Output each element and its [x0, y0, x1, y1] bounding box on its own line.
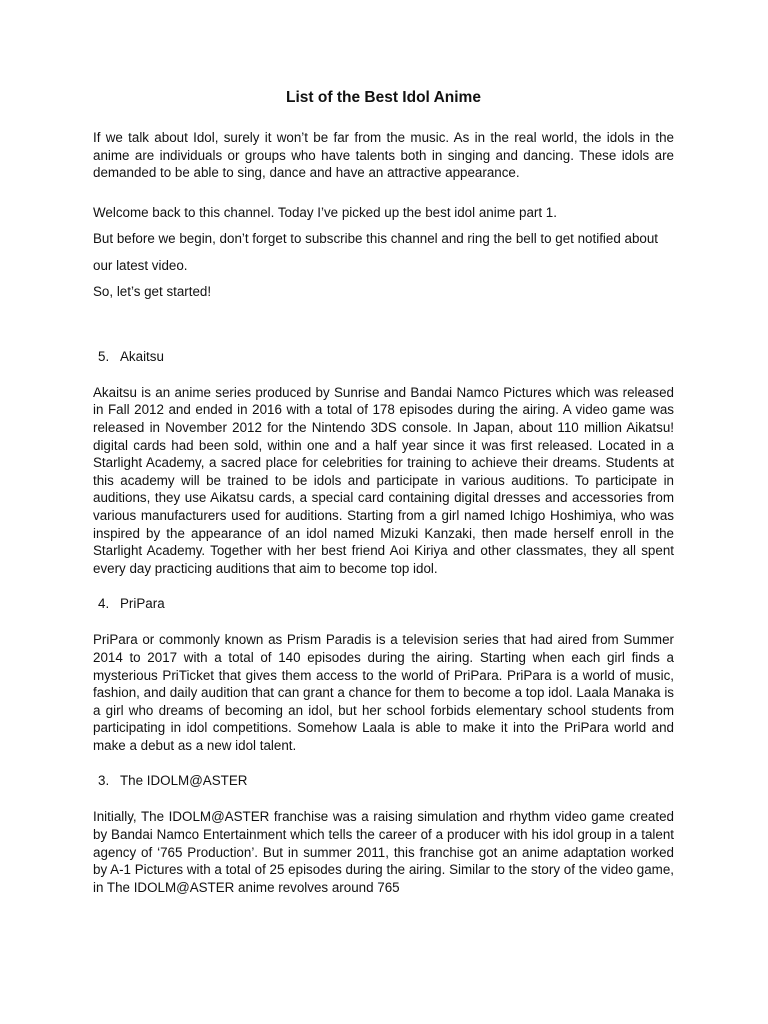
- section-heading-label: PriPara: [120, 596, 165, 612]
- section-heading-pripara: [93, 595, 674, 613]
- section-body-idolmaster: Initially, The IDOLM@ASTER franchise was a raising simulation and rhythm video game created by Bandai Namco Entertainment which tells the career of a producer with his idol group in a talent agency of ‘765 Production’. But in summer 2011, this franchise got an anime adaptation worked by A-1 Pictures with a total of 25 episodes during the airing. Similar to the story of the video game, in The IDOLM@ASTER anime revolves around 765: [93, 809, 674, 895]
- section-heading-label: The IDOLM@ASTER: [120, 773, 248, 789]
- welcome-paragraph: Welcome back to this channel. Today I’ve picked up the best idol anime part 1.: [93, 204, 557, 220]
- subscribe-paragraph: But before we begin, don’t forget to subscribe this channel and ring the bell to get notified about our latest video.: [93, 231, 659, 273]
- section-body-akaitsu: Akaitsu is an anime series produced by Sunrise and Bandai Namco Pictures which was released in Fall 2012 and ended in 2016 with a total of 178 episodes during the airing. A video game was released in November 2012 for the Nintendo 3DS console. In Japan, about 110 million Aikatsu! digital cards had been sold, within one and a half year since it was first released. Located in a Starlight Academy, a sacred place for celebrities for training to achieve their dreams. Students at this academy will be trained to be idols and participate in various auditions. To participate in auditions, they use Aikatsu cards, a special card containing digital dresses and accessories from various manufacturers used for auditions. Starting from a girl named Ichigo Hoshimiya, who was inspired by the appearance of an idol named Mizuki Kanzaki, then made herself enroll in the Starlight Academy. Together with her best friend Aoi Kiriya and other classmates, they all spent every day practicing auditions that aim to become top idol.: [93, 384, 674, 576]
- section-number: 5.: [98, 348, 110, 364]
- intro-paragraph: If we talk about Idol, surely it won’t be far from the music. As in the real world, the idols in the anime are individuals or groups who have talents both in singing and dancing. These idols are demanded to be able to sing, dance and have an attractive appearance.: [93, 130, 674, 181]
- section-heading-idolmaster: [93, 772, 674, 790]
- section-heading-label: Akaitsu: [120, 348, 164, 364]
- started-paragraph: So, let’s get started!: [93, 284, 212, 300]
- section-body-pripara: PriPara or commonly known as Prism Paradis is a television series that had aired from Summer 2014 to 2017 with a total of 140 episodes during the airing. Starting when each girl finds a mysterious PriTicket that gives them access to the world of PriPara. PriPara is a world of music, fashion, and daily audition that can grant a chance for them to become a top idol. Laala Manaka is a girl who dreams of becoming an idol, but her school forbids elementary school students from participating in idol competitions. Somehow Laala is able to make it into the PriPara world and make a debut as a new idol talent.: [93, 632, 674, 753]
- document-page: [93, 88, 674, 914]
- document-title: List of the Best Idol Anime: [286, 89, 481, 106]
- section-heading-akaitsu: [93, 348, 674, 366]
- section-number: 3.: [98, 773, 110, 789]
- section-number: 4.: [98, 596, 110, 612]
